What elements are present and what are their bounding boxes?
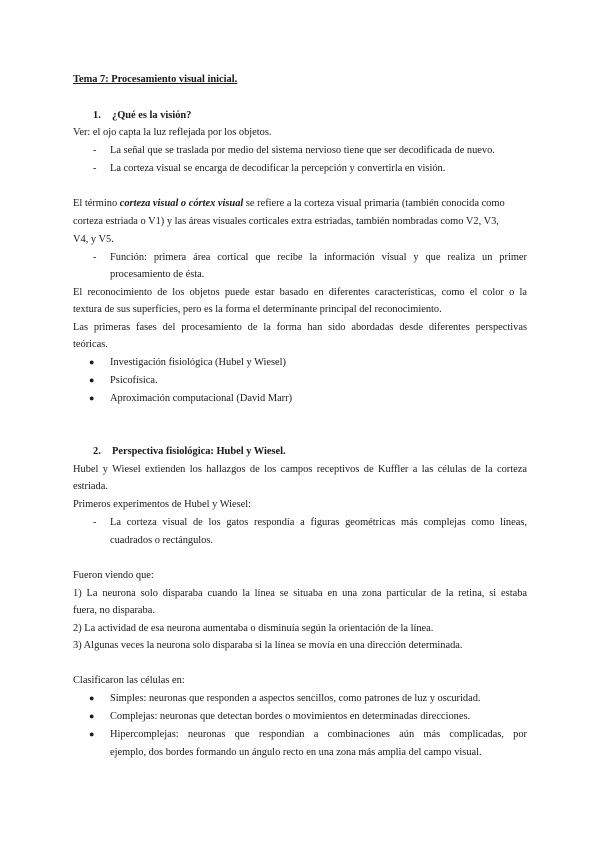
visual-cortex-paragraph-line-3: V4, y V5. [73, 234, 114, 245]
vision-point-1: La señal que se traslada por medio del sistema nervioso tiene que ser decodificada de nuevo. [110, 145, 495, 156]
function-line-2: procesamiento de ésta. [110, 269, 205, 280]
bullet-marker: ● [89, 393, 95, 403]
section-1-intro: Ver: el ojo capta la luz reflejada por los objetos. [73, 127, 272, 138]
findings-intro: Fueron viendo que: [73, 570, 154, 581]
dash-marker: - [93, 252, 97, 263]
dash-marker: - [93, 163, 97, 174]
section-1-title: ¿Qué es la visión? [112, 110, 192, 121]
phases-line-1: Las primeras fases del procesamiento de la forma han sido abordadas desde diferentes perspectivas [73, 322, 527, 333]
cell-type-hypercomplex-line-2: ejemplo, dos bordes formando un ángulo recto en una zona más amplia del campo visual. [110, 747, 482, 758]
recognition-line-1: El reconocimiento de los objetos puede estar basado en diferentes características, como el color o la [73, 287, 527, 298]
perspective-item-2: Psicofísica. [110, 375, 158, 386]
section-1-heading [73, 107, 191, 125]
experiment-line-1: La corteza visual de los gatos respondía a figuras geométricas más complejas como líneas, [110, 517, 527, 528]
bullet-marker: ● [89, 375, 95, 385]
section-1-number: 1. [93, 110, 101, 121]
visual-cortex-paragraph-line-2: corteza estriada o V1) y las áreas visuales corticales extra estriadas, también nombradas como V2, V3, [73, 216, 499, 227]
function-line-1: Función: primera área cortical que recibe la información visual y que realiza un primer [110, 252, 527, 263]
first-experiments: Primeros experimentos de Hubel y Wiesel: [73, 499, 252, 510]
cell-type-complex: Complejas: neuronas que detectan bordes o movimientos en determinadas direcciones. [110, 711, 471, 722]
finding-3: 3) Algunas veces la neurona solo disparaba si la línea se movía en una dirección determinada. [73, 640, 463, 651]
hubel-wiesel-line-2: estriada. [73, 481, 108, 492]
perspective-item-3: Aproximación computacional (David Marr) [110, 393, 293, 404]
recognition-line-2: textura de sus superficies, pero es la forma el determinante principal del reconocimiento. [73, 304, 442, 315]
finding-2: 2) La actividad de esa neurona aumentaba o disminuía según la orientación de la línea. [73, 623, 434, 634]
cell-type-simple: Simples: neuronas que responden a aspectos sencillos, como patrones de luz y oscuridad. [110, 693, 481, 704]
vision-point-2: La corteza visual se encarga de decodificar la percepción y convertirla en visión. [110, 163, 446, 174]
visual-cortex-term: corteza visual o córtex visual [119, 198, 244, 209]
visual-cortex-paragraph-line-1: El término corteza visual o córtex visual se refiere a la corteza visual primaria (también conocida como [73, 198, 505, 209]
hubel-wiesel-line-1: Hubel y Wiesel extienden los hallazgos de los campos receptivos de Kuffler a las células de la corteza [73, 464, 527, 475]
section-2-number: 2. [93, 446, 101, 457]
perspective-item-1: Investigación fisiológica (Hubel y Wiesel) [110, 357, 286, 368]
bullet-marker: ● [89, 729, 95, 739]
section-2-heading [73, 443, 286, 461]
bullet-marker: ● [89, 693, 95, 703]
finding-1-line-2: fuera, no disparaba. [73, 605, 155, 616]
classification-intro: Clasificaron las células en: [73, 675, 185, 686]
cell-type-hypercomplex-line-1: Hipercomplejas: neuronas que respondían a combinaciones aún más complicadas, por [110, 729, 527, 740]
document-title: Tema 7: Procesamiento visual inicial. [73, 74, 238, 85]
bullet-marker: ● [89, 711, 95, 721]
dash-marker: - [93, 145, 97, 156]
experiment-line-2: cuadrados o rectángulos. [110, 535, 214, 546]
bullet-marker: ● [89, 357, 95, 367]
finding-1-line-1: 1) La neurona solo disparaba cuando la línea se situaba en una zona particular de la retina, si estaba [73, 588, 527, 599]
phases-line-2: teóricas. [73, 339, 108, 350]
dash-marker: - [93, 517, 97, 528]
section-2-title: Perspectiva fisiológica: Hubel y Wiesel. [112, 446, 286, 457]
